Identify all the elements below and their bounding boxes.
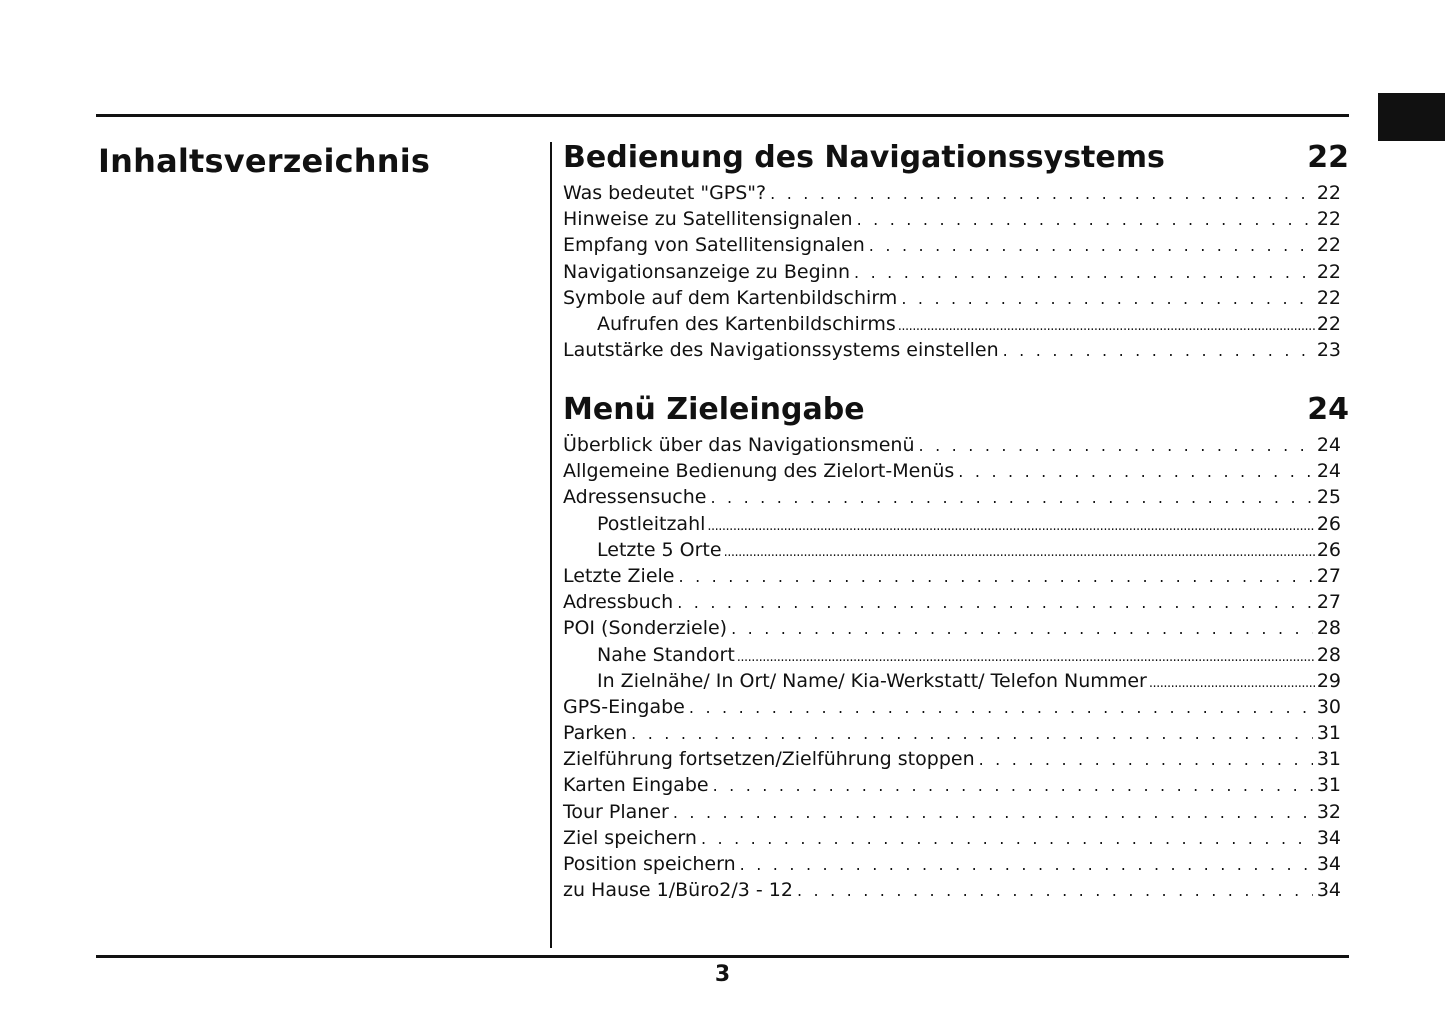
toc-entry-title: Navigationsanzeige zu Beginn [563,260,850,283]
dot-leader [731,616,1313,642]
toc-entry-page: 31 [1316,748,1341,771]
toc-entry [563,337,1349,363]
toc-entry-title: Adressensuche [563,486,707,509]
toc-entry [563,615,1349,641]
toc-entry-title: Allgemeine Bedienung des Zielort-Menüs [563,460,955,483]
bottom-rule [96,955,1349,958]
toc-subentry [563,311,1349,337]
toc-entry-title: zu Hause 1/Büro2/3 - 12 [563,879,793,902]
dot-leader [689,695,1313,721]
dot-leader [958,459,1313,485]
toc-subentry [563,642,1349,668]
toc-entry-title: In Zielnähe/ In Ort/ Name/ Kia-Werkstatt/ Telefon Nummer [597,669,1147,692]
dot-leader [673,800,1313,826]
toc-entry-page: 25 [1316,486,1341,509]
toc-entry [563,484,1349,510]
toc-entry [563,206,1349,232]
toc-entry-title: Lautstärke des Navigationssystems einstellen [563,339,999,362]
toc-entry-title: Ziel speichern [563,826,697,849]
toc-subentry [563,511,1349,537]
toc-entry [563,259,1349,285]
section-heading [563,136,1349,180]
toc-entry-title: Überblick über das Navigationsmenü [563,434,915,456]
toc-entry [563,746,1349,772]
dot-leader [857,207,1313,233]
toc-entry-title: Hinweise zu Satellitensignalen [563,208,853,231]
toc-entry-title: Symbole auf dem Kartenbildschirm [563,286,898,309]
dot-leader [740,852,1313,878]
toc-section-destination-menu [563,388,1349,903]
toc-entry-page: 28 [1316,643,1341,666]
toc-entry [563,458,1349,484]
dot-leader [710,485,1312,511]
toc-entry-title: Zielführung fortsetzen/Zielführung stoppen [563,748,975,771]
dot-leader [1149,671,1315,697]
section-page-number: 24 [1307,392,1349,427]
toc-entry [563,232,1349,258]
toc-section-navigation [563,136,1349,363]
toc-entry [563,799,1349,825]
section-page-number: 22 [1307,140,1349,175]
column-divider [550,142,552,948]
toc-entry-title: Nahe Standort [597,643,735,666]
toc-entry-page: 27 [1316,564,1341,587]
toc-entry-page: 22 [1316,182,1341,204]
toc-entry-page: 34 [1316,879,1341,902]
toc-entry-title: Letzte 5 Orte [597,538,722,561]
top-rule [96,114,1349,117]
toc-subentry [563,537,1349,563]
toc-entry-page: 22 [1316,234,1341,257]
section-title: Menü Zieleingabe [563,392,865,427]
dot-leader [701,826,1313,852]
toc-entry-page: 24 [1316,434,1341,456]
toc-subentry [563,668,1349,694]
dot-leader [713,773,1313,799]
toc-entry-title: POI (Sonderziele) [563,617,728,640]
toc-entry [563,180,1349,206]
toc-entry-title: Karten Eingabe [563,774,709,797]
dot-leader [979,747,1313,773]
dot-leader [724,540,1315,566]
toc-entry-title: Tour Planer [563,800,669,823]
toc-entry-list [563,180,1349,363]
toc-entry-page: 22 [1316,208,1341,231]
dot-leader [901,286,1313,312]
toc-entry [563,432,1349,458]
toc-entry-page: 32 [1316,800,1341,823]
toc-entry-page: 26 [1316,538,1341,561]
toc-entry-page: 24 [1316,460,1341,483]
toc-entry-page: 34 [1316,826,1341,849]
toc-entry [563,694,1349,720]
toc-entry-list [563,432,1349,903]
toc-entry-title: Letzte Ziele [563,564,675,587]
chapter-tab-marker [1378,93,1445,141]
toc-entry-page: 34 [1316,853,1341,875]
page-title: Inhaltsverzeichnis [98,142,431,180]
toc-entry [563,851,1349,877]
dot-leader [707,514,1314,540]
toc-entry-page: 31 [1316,722,1341,745]
toc-entry [563,285,1349,311]
toc-entry [563,563,1349,589]
toc-entry-page: 26 [1316,512,1341,535]
dot-leader [854,260,1313,286]
toc-entry-page: 23 [1316,339,1341,362]
toc-entry-title: Empfang von Satellitensignalen [563,234,865,257]
toc-entry [563,825,1349,851]
dot-leader [770,181,1313,207]
dot-leader [631,721,1313,747]
toc-entry [563,772,1349,798]
toc-entry-title: Postleitzahl [597,512,706,535]
toc-entry-title: Adressbuch [563,591,674,614]
toc-entry-page: 30 [1316,695,1341,718]
toc-entry-page: 27 [1316,591,1341,614]
toc-entry [563,720,1349,746]
section-title: Bedienung des Navigationssystems [563,140,1165,175]
toc-entry-page: 29 [1316,669,1341,692]
toc-entry-title: Position speichern [563,853,736,875]
toc-entry-title: Parken [563,722,628,745]
page-number: 3 [714,962,731,987]
toc-entry-page: 22 [1316,286,1341,309]
dot-leader [797,878,1313,904]
toc-entry [563,877,1349,903]
toc-entry-page: 22 [1316,260,1341,283]
toc-entry-page: 28 [1316,617,1341,640]
toc-entry-title: Was bedeutet "GPS"? [563,182,767,204]
dot-leader [1003,338,1313,364]
dot-leader [919,433,1313,459]
dot-leader [677,590,1313,616]
dot-leader [869,233,1313,259]
toc-entry-title: Aufrufen des Kartenbildschirms [597,312,896,335]
toc-entry-page: 31 [1316,774,1341,797]
toc-entry-page: 22 [1316,312,1341,335]
dot-leader [679,564,1313,590]
toc-entry [563,589,1349,615]
toc-entry-title: GPS-Eingabe [563,695,685,718]
section-heading [563,388,1349,432]
